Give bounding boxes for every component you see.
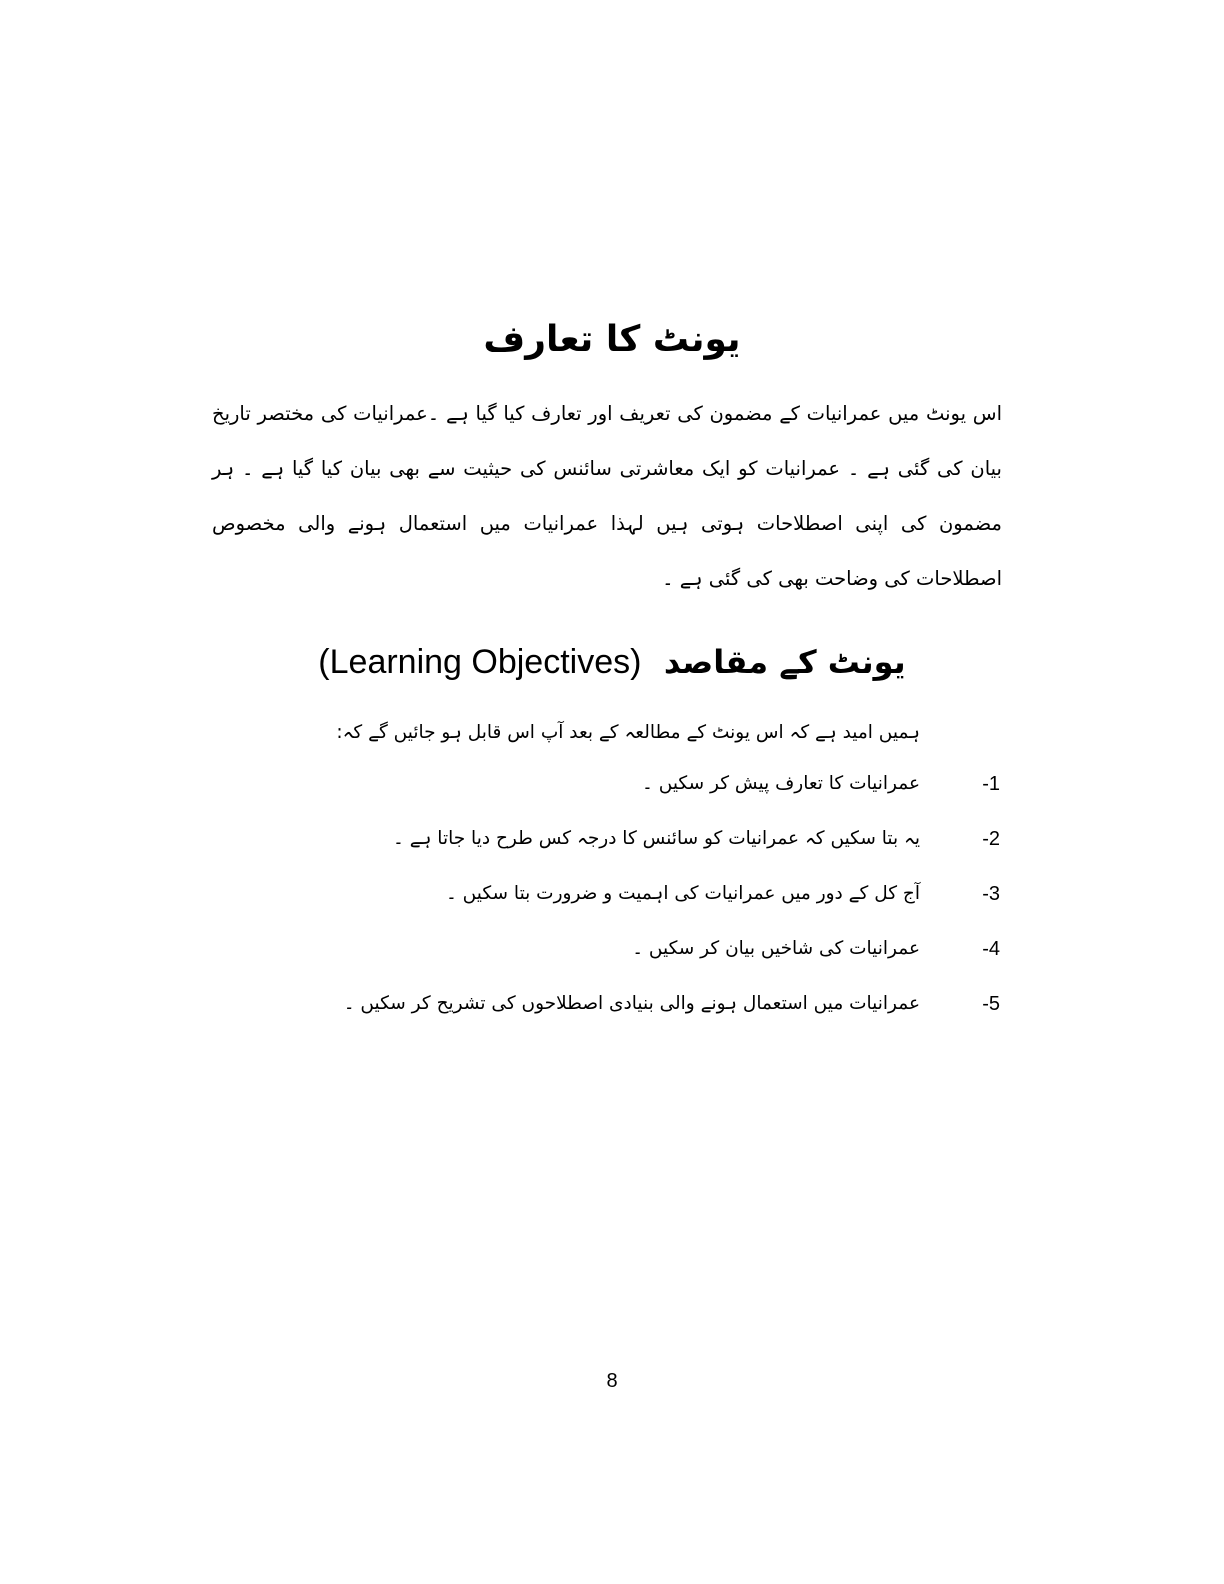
objective-number: -3 [982, 883, 1000, 905]
objective-item-2 [300, 822, 1000, 856]
objective-text: عمرانیات میں استعمال ہونے والی بنیادی اصطلاحوں کی تشریح کر سکیں ۔ [343, 993, 920, 1014]
objective-number: -1 [982, 773, 1000, 795]
objective-text: عمرانیات کا تعارف پیش کر سکیں ۔ [642, 773, 920, 794]
objective-item-1 [300, 767, 1000, 801]
page-number: 8 [606, 1370, 618, 1392]
objectives-lead: ہمیں امید ہے کہ اس یونٹ کے مطالعہ کے بعد آپ اس قابل ہو جائیں گے کہ: [336, 722, 920, 743]
objective-text: آج کل کے دور میں عمرانیات کی اہمیت و ضرورت بتا سکیں ۔ [445, 883, 920, 904]
objectives-title-urdu: یونٹ کے مقاصد [663, 643, 906, 681]
intro-paragraph: اس یونٹ میں عمرانیات کے مضمون کی تعریف اور تعارف کیا گیا ہے ۔عمرانیات کی مختصر تاریخ بیان کی گئی ہے ۔ عمرانیات کو ایک معاشرتی سائنس کی حیثیت سے بھی بیان کیا گیا ہے ۔ ہر مضمون کی اپنی اصطلاحات ہوتی ہیں لہذا عمرانیات میں استعمال ہونے والی مخصوص اصطلاحات کی وضاحت بھی کی گئی ہے ۔ [212, 402, 1002, 590]
objective-number: -4 [982, 938, 1000, 960]
objective-number: -2 [982, 828, 1000, 850]
objective-text: یہ بتا سکیں کہ عمرانیات کو سائنس کا درجہ کس طرح دیا جاتا ہے ۔ [393, 828, 920, 849]
objective-number: -5 [982, 993, 1000, 1015]
unit-title: یونٹ کا تعارف [483, 319, 741, 360]
objective-item-4 [300, 932, 1000, 966]
objective-item-5 [300, 987, 1000, 1021]
objective-text: عمرانیات کی شاخیں بیان کر سکیں ۔ [632, 938, 920, 959]
objectives-heading [0, 642, 1224, 683]
objective-item-3 [300, 877, 1000, 911]
objectives-title-english: (Learning Objectives) [318, 643, 642, 681]
